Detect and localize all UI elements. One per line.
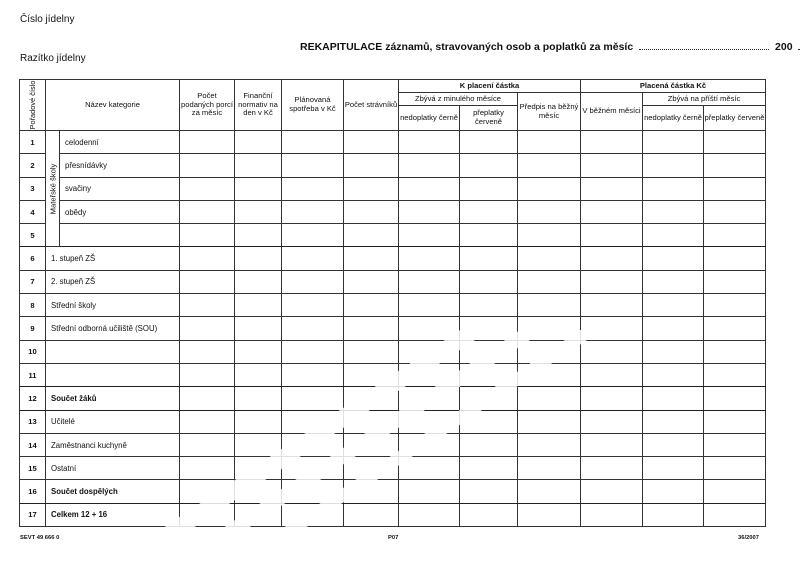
value-cell[interactable] xyxy=(704,340,766,363)
value-cell[interactable] xyxy=(581,224,643,247)
table-row xyxy=(20,131,766,154)
value-cell[interactable] xyxy=(282,294,344,317)
value-cell[interactable] xyxy=(518,433,581,456)
value-cell[interactable] xyxy=(282,131,344,154)
row-number: 7 xyxy=(20,270,46,293)
value-cell[interactable] xyxy=(518,363,581,386)
category-name: Součet žáků xyxy=(46,387,180,410)
cislo-jidelny-label: Číslo jídelny xyxy=(20,14,75,25)
col-pocet-stravniku: Počet strávníků xyxy=(344,80,399,131)
table-row xyxy=(20,457,766,480)
value-cell[interactable] xyxy=(235,503,282,526)
subgroup-zbyva-pristi: Zbývá na příští měsíc xyxy=(643,93,766,106)
value-cell[interactable] xyxy=(344,433,399,456)
category-name xyxy=(46,340,180,363)
value-cell[interactable] xyxy=(282,433,344,456)
value-cell[interactable] xyxy=(344,177,399,200)
value-cell[interactable] xyxy=(643,317,704,340)
row-number: 10 xyxy=(20,340,46,363)
value-cell[interactable] xyxy=(643,131,704,154)
category-name: Učitelé xyxy=(46,410,180,433)
value-cell[interactable] xyxy=(581,433,643,456)
value-cell[interactable] xyxy=(704,317,766,340)
value-cell[interactable] xyxy=(581,200,643,223)
value-cell[interactable] xyxy=(399,224,460,247)
value-cell[interactable] xyxy=(282,457,344,480)
value-cell[interactable] xyxy=(235,154,282,177)
value-cell[interactable] xyxy=(581,270,643,293)
value-cell[interactable] xyxy=(643,247,704,270)
value-cell[interactable] xyxy=(282,410,344,433)
value-cell[interactable] xyxy=(344,270,399,293)
value-cell[interactable] xyxy=(180,317,235,340)
value-cell[interactable] xyxy=(643,270,704,293)
value-cell[interactable] xyxy=(282,270,344,293)
value-cell[interactable] xyxy=(643,387,704,410)
value-cell[interactable] xyxy=(180,294,235,317)
value-cell[interactable] xyxy=(518,154,581,177)
value-cell[interactable] xyxy=(581,503,643,526)
value-cell[interactable] xyxy=(460,224,518,247)
value-cell[interactable] xyxy=(643,433,704,456)
value-cell[interactable] xyxy=(460,270,518,293)
value-cell[interactable] xyxy=(399,270,460,293)
recap-table xyxy=(19,79,766,527)
col-predpis: Předpis na běžný měsíc xyxy=(518,93,581,131)
value-cell[interactable] xyxy=(344,294,399,317)
value-cell[interactable] xyxy=(581,340,643,363)
value-cell[interactable] xyxy=(518,200,581,223)
value-cell[interactable] xyxy=(460,200,518,223)
value-cell[interactable] xyxy=(399,363,460,386)
value-cell[interactable] xyxy=(180,503,235,526)
category-name: Střední odborná učiliště (SOU) xyxy=(46,317,180,340)
value-cell[interactable] xyxy=(235,340,282,363)
value-cell[interactable] xyxy=(344,224,399,247)
value-cell[interactable] xyxy=(460,457,518,480)
value-cell[interactable] xyxy=(344,340,399,363)
value-cell[interactable] xyxy=(399,154,460,177)
table-row xyxy=(20,247,766,270)
value-cell[interactable] xyxy=(460,247,518,270)
value-cell[interactable] xyxy=(180,387,235,410)
value-cell[interactable] xyxy=(643,177,704,200)
category-name xyxy=(46,363,180,386)
value-cell[interactable] xyxy=(180,200,235,223)
value-cell[interactable] xyxy=(704,410,766,433)
materske-skoly-label: Mateřské školy xyxy=(48,163,57,215)
value-cell[interactable] xyxy=(643,363,704,386)
value-cell[interactable] xyxy=(581,317,643,340)
value-cell[interactable] xyxy=(460,363,518,386)
row-number: 5 xyxy=(20,224,46,247)
value-cell[interactable] xyxy=(235,177,282,200)
category-name: 2. stupeň ZŠ xyxy=(46,270,180,293)
value-cell[interactable] xyxy=(399,410,460,433)
value-cell[interactable] xyxy=(518,340,581,363)
value-cell[interactable] xyxy=(581,480,643,503)
value-cell[interactable] xyxy=(518,177,581,200)
value-cell[interactable] xyxy=(518,387,581,410)
value-cell[interactable] xyxy=(235,294,282,317)
row-number: 2 xyxy=(20,154,46,177)
value-cell[interactable] xyxy=(399,294,460,317)
value-cell[interactable] xyxy=(344,480,399,503)
table-row xyxy=(20,200,766,223)
value-cell[interactable] xyxy=(235,480,282,503)
value-cell[interactable] xyxy=(643,480,704,503)
value-cell[interactable] xyxy=(399,480,460,503)
value-cell[interactable] xyxy=(643,340,704,363)
value-cell[interactable] xyxy=(460,154,518,177)
col-nazev-kategorie: Název kategorie xyxy=(46,80,180,131)
value-cell[interactable] xyxy=(704,363,766,386)
value-cell[interactable] xyxy=(180,457,235,480)
value-cell[interactable] xyxy=(704,270,766,293)
row-number: 15 xyxy=(20,457,46,480)
row-number: 14 xyxy=(20,433,46,456)
value-cell[interactable] xyxy=(344,131,399,154)
value-cell[interactable] xyxy=(180,154,235,177)
value-cell[interactable] xyxy=(518,270,581,293)
subgroup-zbyva-minuly: Zbývá z minulého měsíce xyxy=(399,93,518,106)
col-financni-normativ: Finanční normativ na den v Kč xyxy=(235,80,282,131)
footer-sevt: SEVT 49 666 0 xyxy=(20,535,60,541)
value-cell[interactable] xyxy=(282,340,344,363)
month-fill-line[interactable] xyxy=(639,49,769,50)
value-cell[interactable] xyxy=(518,410,581,433)
row-number: 13 xyxy=(20,410,46,433)
table-row xyxy=(20,317,766,340)
value-cell[interactable] xyxy=(399,433,460,456)
value-cell[interactable] xyxy=(581,363,643,386)
value-cell[interactable] xyxy=(399,387,460,410)
value-cell[interactable] xyxy=(180,270,235,293)
value-cell[interactable] xyxy=(518,480,581,503)
value-cell[interactable] xyxy=(282,480,344,503)
value-cell[interactable] xyxy=(235,270,282,293)
table-row xyxy=(20,340,766,363)
table-row xyxy=(20,154,766,177)
value-cell[interactable] xyxy=(344,363,399,386)
value-cell[interactable] xyxy=(344,387,399,410)
col-preplatky-1: přeplatky červeně xyxy=(460,106,518,131)
value-cell[interactable] xyxy=(282,503,344,526)
footer-code: P07 xyxy=(388,535,399,541)
value-cell[interactable] xyxy=(235,131,282,154)
value-cell[interactable] xyxy=(235,363,282,386)
table-row xyxy=(20,480,766,503)
category-name: přesnídávky xyxy=(60,154,180,177)
row-number: 12 xyxy=(20,387,46,410)
row-number: 6 xyxy=(20,247,46,270)
title-bold: REKAPITULACE xyxy=(300,41,383,53)
form-title xyxy=(300,41,793,53)
value-cell[interactable] xyxy=(460,480,518,503)
value-cell[interactable] xyxy=(704,503,766,526)
value-cell[interactable] xyxy=(643,457,704,480)
value-cell[interactable] xyxy=(344,154,399,177)
value-cell[interactable] xyxy=(180,410,235,433)
value-cell[interactable] xyxy=(282,247,344,270)
category-name: Zaměstnanci kuchyně xyxy=(46,433,180,456)
value-cell[interactable] xyxy=(344,410,399,433)
value-cell[interactable] xyxy=(235,433,282,456)
value-cell[interactable] xyxy=(460,340,518,363)
value-cell[interactable] xyxy=(581,177,643,200)
category-name: 1. stupeň ZŠ xyxy=(46,247,180,270)
table-row xyxy=(20,410,766,433)
value-cell[interactable] xyxy=(399,503,460,526)
value-cell[interactable] xyxy=(180,177,235,200)
value-cell[interactable] xyxy=(518,457,581,480)
category-name: celodenní xyxy=(60,131,180,154)
row-number: 8 xyxy=(20,294,46,317)
value-cell[interactable] xyxy=(180,247,235,270)
row-number: 17 xyxy=(20,503,46,526)
value-cell[interactable] xyxy=(180,340,235,363)
value-cell[interactable] xyxy=(643,154,704,177)
value-cell[interactable] xyxy=(643,503,704,526)
value-cell[interactable] xyxy=(344,200,399,223)
value-cell[interactable] xyxy=(643,294,704,317)
razitko-jidelny-label: Razítko jídelny xyxy=(20,53,86,64)
value-cell[interactable] xyxy=(399,131,460,154)
value-cell[interactable] xyxy=(344,503,399,526)
table-row xyxy=(20,433,766,456)
table-row xyxy=(20,224,766,247)
category-name: Ostatní xyxy=(46,457,180,480)
value-cell[interactable] xyxy=(180,224,235,247)
value-cell[interactable] xyxy=(282,363,344,386)
value-cell[interactable] xyxy=(180,480,235,503)
value-cell[interactable] xyxy=(518,131,581,154)
value-cell[interactable] xyxy=(344,317,399,340)
row-number: 16 xyxy=(20,480,46,503)
value-cell[interactable] xyxy=(581,131,643,154)
value-cell[interactable] xyxy=(399,317,460,340)
value-cell[interactable] xyxy=(235,457,282,480)
value-cell[interactable] xyxy=(180,131,235,154)
value-cell[interactable] xyxy=(235,317,282,340)
row-number: 9 xyxy=(20,317,46,340)
value-cell[interactable] xyxy=(518,503,581,526)
value-cell[interactable] xyxy=(518,224,581,247)
value-cell[interactable] xyxy=(399,177,460,200)
value-cell[interactable] xyxy=(704,224,766,247)
category-name xyxy=(60,224,180,247)
col-preplatky-2: přeplatky červeně xyxy=(704,106,766,131)
col-pocet-porci: Počet podaných porcí za měsíc xyxy=(180,80,235,131)
value-cell[interactable] xyxy=(581,294,643,317)
table-row xyxy=(20,270,766,293)
category-name: svačiny xyxy=(60,177,180,200)
value-cell[interactable] xyxy=(235,200,282,223)
value-cell[interactable] xyxy=(518,317,581,340)
value-cell[interactable] xyxy=(704,131,766,154)
value-cell[interactable] xyxy=(704,247,766,270)
value-cell[interactable] xyxy=(704,387,766,410)
value-cell[interactable] xyxy=(460,294,518,317)
value-cell[interactable] xyxy=(643,410,704,433)
value-cell[interactable] xyxy=(704,294,766,317)
value-cell[interactable] xyxy=(399,200,460,223)
value-cell[interactable] xyxy=(282,387,344,410)
value-cell[interactable] xyxy=(235,410,282,433)
table-row xyxy=(20,363,766,386)
category-name: Součet dospělých xyxy=(46,480,180,503)
value-cell[interactable] xyxy=(399,247,460,270)
value-cell[interactable] xyxy=(581,154,643,177)
value-cell[interactable] xyxy=(282,224,344,247)
group-placena-castka: Placená částka Kč xyxy=(581,80,766,93)
col-poradove-cislo: Pořadové číslo xyxy=(20,80,46,131)
col-v-beznem: V běžném měsíci xyxy=(581,93,643,131)
value-cell[interactable] xyxy=(180,433,235,456)
value-cell[interactable] xyxy=(460,177,518,200)
value-cell[interactable] xyxy=(581,247,643,270)
title-rest: záznamů, stravovaných osob a poplatků za měsíc xyxy=(385,41,634,53)
materske-skoly-group xyxy=(46,131,60,247)
value-cell[interactable] xyxy=(344,457,399,480)
value-cell[interactable] xyxy=(282,154,344,177)
group-k-placeni: K placení částka xyxy=(399,80,581,93)
row-number: 11 xyxy=(20,363,46,386)
footer-date: 36/2007 xyxy=(738,535,759,541)
value-cell[interactable] xyxy=(180,363,235,386)
col-planovana-spotreba: Plánovaná spotřeba v Kč xyxy=(282,80,344,131)
row-number: 3 xyxy=(20,177,46,200)
value-cell[interactable] xyxy=(399,457,460,480)
row-number: 4 xyxy=(20,200,46,223)
value-cell[interactable] xyxy=(518,247,581,270)
value-cell[interactable] xyxy=(704,433,766,456)
value-cell[interactable] xyxy=(581,387,643,410)
category-name: Střední školy xyxy=(46,294,180,317)
value-cell[interactable] xyxy=(704,200,766,223)
value-cell[interactable] xyxy=(704,154,766,177)
value-cell[interactable] xyxy=(704,177,766,200)
table-row xyxy=(20,387,766,410)
value-cell[interactable] xyxy=(344,247,399,270)
category-name: Celkem 12 + 16 xyxy=(46,503,180,526)
value-cell[interactable] xyxy=(704,457,766,480)
value-cell[interactable] xyxy=(235,247,282,270)
value-cell[interactable] xyxy=(581,410,643,433)
row-number: 1 xyxy=(20,131,46,154)
col-nedoplatky-2: nedoplatky černě xyxy=(643,106,704,131)
value-cell[interactable] xyxy=(399,340,460,363)
value-cell[interactable] xyxy=(581,457,643,480)
value-cell[interactable] xyxy=(518,294,581,317)
value-cell[interactable] xyxy=(460,433,518,456)
value-cell[interactable] xyxy=(460,317,518,340)
value-cell[interactable] xyxy=(460,410,518,433)
value-cell[interactable] xyxy=(282,177,344,200)
year-prefix: 200 xyxy=(775,41,793,53)
value-cell[interactable] xyxy=(460,387,518,410)
category-name: obědy xyxy=(60,200,180,223)
value-cell[interactable] xyxy=(460,503,518,526)
value-cell[interactable] xyxy=(460,131,518,154)
table-row xyxy=(20,294,766,317)
col-nedoplatky-1: nedoplatky černě xyxy=(399,106,460,131)
value-cell[interactable] xyxy=(235,224,282,247)
value-cell[interactable] xyxy=(235,387,282,410)
value-cell[interactable] xyxy=(643,200,704,223)
table-row xyxy=(20,177,766,200)
value-cell[interactable] xyxy=(282,317,344,340)
table-row xyxy=(20,503,766,526)
value-cell[interactable] xyxy=(704,480,766,503)
value-cell[interactable] xyxy=(643,224,704,247)
value-cell[interactable] xyxy=(282,200,344,223)
